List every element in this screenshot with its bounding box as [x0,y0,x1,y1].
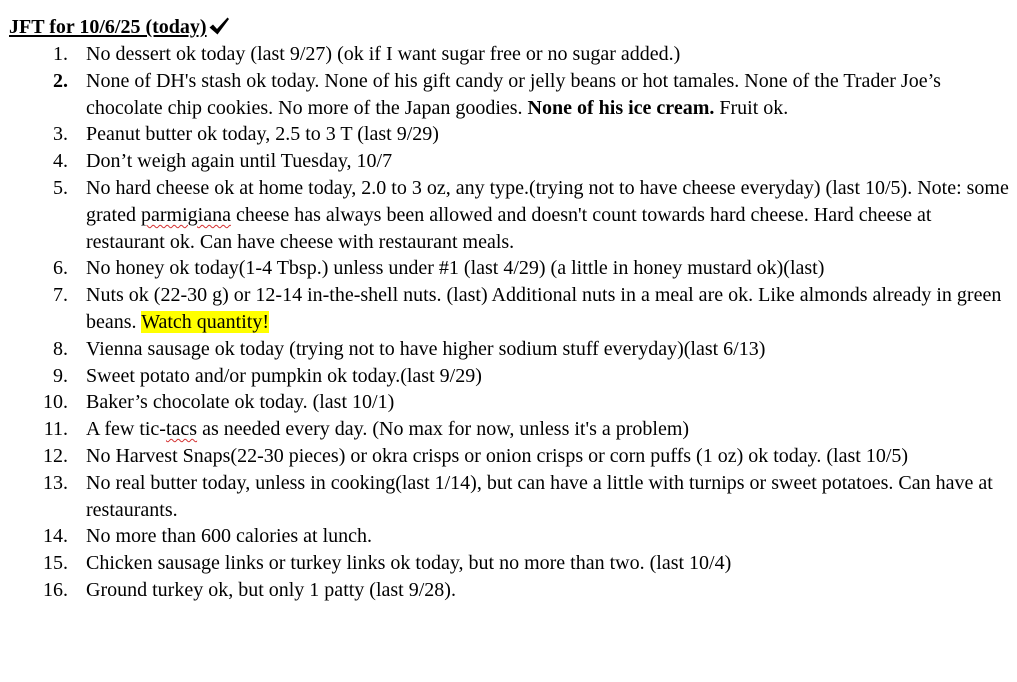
text-segment: Fruit ok. [714,96,789,119]
list-item-number: 1. [53,43,68,65]
checkmark-icon [208,16,230,42]
list-item-number: 7. [53,284,68,307]
list-item-text [86,552,731,574]
list-item [0,550,1017,577]
text-segment: Sweet potato and/or pumpkin ok today.(last 9/29) [86,364,482,387]
list-item-number: 9. [53,364,68,387]
list-item-text [86,338,765,360]
text-segment: No Harvest Snaps(22-30 pieces) or okra crisps or onion crisps or corn puffs (1 oz) ok today. (last 10/5) [86,444,909,467]
list-item [0,389,1017,416]
list-item [0,255,1017,282]
list-item-text [86,257,824,279]
list-item-text [86,284,1001,333]
text-segment: Ground turkey ok, but only 1 patty (last 9/28). [86,578,456,601]
text-segment: Peanut butter ok today, 2.5 to 3 T (last 9/29) [86,123,439,146]
list-item [0,68,1017,122]
highlighted-text-segment: Watch quantity! [141,310,269,333]
text-segment: Baker’s chocolate ok today. (last 10/1) [86,391,395,414]
list-item [0,336,1017,363]
text-segment: None of DH's stash ok today. None of his gift candy or jelly beans or hot tamales. None of the Trader Joe’s chocolate chip cookies. No more of the Japan goodies. [86,69,941,119]
list-item [0,443,1017,470]
list-item [0,416,1017,443]
list-item-number: 14. [43,525,68,548]
text-segment: as needed every day. (No max for now, unless it's a problem) [197,418,690,441]
list-item [0,577,1017,604]
list-item [0,175,1017,255]
document-title [9,15,230,42]
list-item-number: 2. [53,69,68,92]
list-item-number: 8. [53,337,68,360]
list-item-text [86,70,941,119]
list-item-number: 13. [43,471,68,494]
list-item [0,148,1017,175]
text-segment: Vienna sausage ok today (trying not to have higher sodium stuff everyday)(last 6/13) [86,337,766,360]
list-item-text [86,150,392,172]
bold-text-segment: None of his ice cream. [527,96,715,119]
list-item-text [86,418,689,440]
list-item-number: 5. [53,176,68,199]
text-segment: No dessert ok today (last 9/27) (ok if I want sugar free or no sugar added.) [86,43,681,65]
list-item [0,121,1017,148]
list-item [0,282,1017,336]
list-item-text [86,579,456,601]
text-segment: Chicken sausage links or turkey links ok today, but no more than two. (last 10/4) [86,552,732,575]
list-item-number: 3. [53,123,68,146]
list-item-text [86,472,993,521]
list-item [0,363,1017,390]
list-item-number: 11. [43,418,68,441]
list-item-number: 12. [43,444,68,467]
list-item-number: 6. [53,257,68,280]
list-item-text [86,123,439,145]
list-item-text [86,391,394,413]
spellcheck-flagged-word: tacs [165,418,198,441]
list-item [0,41,1017,68]
list-item-number: 10. [43,391,68,414]
text-segment: No real butter today, unless in cooking(last 1/14), but can have a little with turnips or sweet potatoes. Can have at restaurants. [86,471,993,521]
text-segment: No more than 600 calories at lunch. [86,525,373,548]
list-item [0,470,1017,524]
text-segment: A few tic- [86,418,166,441]
list-item-text [86,445,908,467]
text-segment: Don’t weigh again until Tuesday, 10/7 [86,150,393,173]
list-item-text [86,43,680,65]
text-segment: cheese has always been allowed and doesn't count towards hard cheese. Hard cheese at restaurant ok. Can have cheese with restaurant meals. [86,203,932,253]
spellcheck-flagged-word: parmigiana [140,203,231,226]
list-item-number: 15. [43,552,68,575]
list-item-text [86,525,372,547]
text-segment: No honey ok today(1-4 Tbsp.) unless under #1 (last 4/29) (a little in honey mustard ok)(last) [86,257,825,280]
list-item-text [86,365,482,387]
list-item-text [86,177,1009,253]
text-segment: No hard cheese ok at home today, 2.0 to 3 oz, any type.(trying not to have cheese everyday) (last 10/5). Note: some grated [86,176,1009,226]
list-item-number: 16. [43,578,68,601]
title-text: JFT for 10/6/25 (today) [9,16,207,38]
list-item-number: 4. [53,150,68,173]
text-segment: Nuts ok (22-30 g) or 12-14 in-the-shell nuts. (last) Additional nuts in a meal are ok. Like almonds already in green beans. [86,284,1002,333]
rules-list [0,41,1017,604]
list-item [0,523,1017,550]
